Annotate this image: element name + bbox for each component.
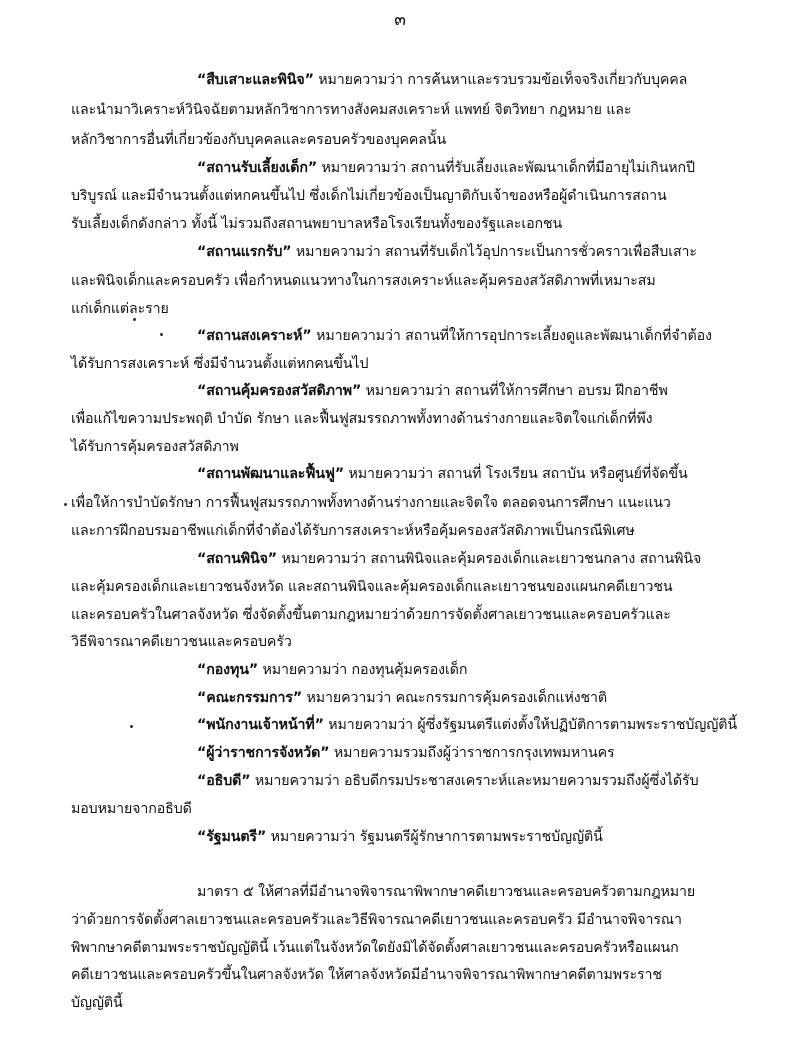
definition-text: หมายความว่า กองทุนคุ้มครองเด็ก <box>258 662 468 678</box>
text-line: บัญญัตินี้ <box>71 995 123 1011</box>
text-line: ว่าด้วยการจัดตั้งศาลเยาวชนและครอบครัวและวิธีพิจารณาคดีเยาวชนและครอบครัว มีอำนาจพิจารณา <box>71 912 682 928</box>
text-line: และการฝึกอบรมอาชีพแก่เด็กที่จำต้องได้รับการสงเคราะห์หรือคุ้มครองสวัสดิภาพเป็นกรณีพิเศษ <box>71 523 635 539</box>
scan-speck <box>64 503 67 506</box>
definition-text: หมายความว่า สถานที่ให้การอุปการะเลี้ยงดูและพัฒนาเด็กที่จำต้อง <box>311 328 712 344</box>
definition-text: หมายความว่า สถานที่รับเด็กไว้อุปการะเป็นการชั่วคราวเพื่อสืบเสาะ <box>291 244 697 260</box>
definition-text: หมายความว่า รัฐมนตรีผู้รักษาการตามพระราชบัญญัตินี้ <box>266 829 603 845</box>
definition-text: หมายความว่า คณะกรรมการคุ้มครองเด็กแห่งชาติ <box>302 690 608 706</box>
text-line: คดีเยาวชนและครอบครัวขึ้นในศาลจังหวัด ให้ศาลจังหวัดมีอำนาจพิจารณาพิพากษาคดีตามพระราช <box>71 967 662 983</box>
text-line: และนำมาวิเคราะห์วินิจฉัยตามหลักวิชาการทางสังคมสงเคราะห์ แพทย์ จิตวิทยา กฎหมาย และ <box>71 102 632 118</box>
defined-term: “ผู้ว่าราชการจังหวัด” <box>197 745 330 761</box>
definition-text: หมายความว่า สถานที่ให้การศึกษา อบรม ฝึกอาชีพ <box>361 383 668 399</box>
text-line: ได้รับการสงเคราะห์ ซึ่งมีจำนวนตั้งแต่หกคนขึ้นไป <box>71 356 369 372</box>
definition-text: หมายความรวมถึงผู้ว่าราชการกรุงเทพมหานคร <box>329 745 615 761</box>
text-line: วิธีพิจารณาคดีเยาวชนและครอบครัว <box>71 634 292 650</box>
defined-term: “สถานคุ้มครองสวัสดิภาพ” <box>197 383 362 399</box>
text-line: และคุ้มครองเด็กและเยาวชนจังหวัด และสถานพินิจและคุ้มครองเด็กและเยาวชนของแผนกคดีเยาวชน <box>71 579 673 595</box>
definition-text: หมายความว่า การค้นหาและรวบรวมข้อเท็จจริงเกี่ยวกับบุคคล <box>313 72 688 88</box>
text-line: รับเลี้ยงเด็กดังกล่าว ทั้งนี้ ไม่รวมถึงสถานพยาบาลหรือโรงเรียนทั้งของรัฐและเอกชน <box>71 216 563 232</box>
defined-term: “สถานพินิจ” <box>197 551 278 567</box>
text-line: มอบหมายจากอธิบดี <box>71 801 192 817</box>
text-line: ได้รับการคุ้มครองสวัสดิภาพ <box>71 439 239 455</box>
defined-term: “คณะกรรมการ” <box>197 690 303 706</box>
text-line <box>197 465 688 483</box>
text-line <box>197 716 737 734</box>
defined-term: “อธิบดี” <box>197 773 251 789</box>
defined-term: “สถานแรกรับ” <box>197 244 292 260</box>
scan-speck <box>130 725 133 728</box>
definition-text: หมายความว่า อธิบดีกรมประชาสงเคราะห์และหมายความรวมถึงผู้ซึ่งได้รับ <box>250 773 699 789</box>
text-line <box>197 243 697 261</box>
defined-term: “พนักงานเจ้าหน้าที่” <box>197 717 324 733</box>
text-line: และพินิจเด็กและครอบครัว เพื่อกำหนดแนวทางในการสงเคราะห์และคุ้มครองสวัสดิภาพที่เหมาะสม <box>71 273 656 289</box>
text-line: หลักวิชาการอื่นที่เกี่ยวข้องกับบุคคลและครอบครัวของบุคคลนั้น <box>71 132 447 148</box>
text-line: บริบูรณ์ และมีจำนวนตั้งแต่หกคนขึ้นไป ซึ่งเด็กไม่เกี่ยวข้องเป็นญาติกับเจ้าของหรือผู้ดำเนินการสถาน <box>71 188 667 204</box>
text-line: เพื่อแก้ไขความประพฤติ บำบัด รักษา และฟื้นฟูสมรรถภาพทั้งทางด้านร่างกายและจิตใจแก่เด็กที่พึง <box>71 411 653 427</box>
text-line <box>197 159 695 177</box>
text-line: เพื่อให้การบำบัดรักษา การฟื้นฟูสมรรถภาพทั้งทางด้านร่างกายและจิตใจ ตลอดจนการศึกษา แนะแนว <box>71 495 671 511</box>
text-line <box>197 382 668 400</box>
definition-text: หมายความว่า สถานที่รับเลี้ยงและพัฒนาเด็กที่มีอายุไม่เกินหกปี <box>317 160 695 176</box>
definition-text: หมายความว่า สถานพินิจและคุ้มครองเด็กและเยาวชนกลาง สถานพินิจ <box>277 551 702 567</box>
scan-speck <box>133 318 136 321</box>
defined-term: “สถานพัฒนาและฟื้นฟู” <box>197 466 345 482</box>
section-heading-line: มาตรา ๕ ให้ศาลที่มีอำนาจพิจารณาพิพากษาคดีเยาวชนและครอบครัวตามกฎหมาย <box>197 884 696 900</box>
text-line <box>197 550 701 568</box>
defined-term: “สถานรับเลี้ยงเด็ก” <box>197 160 318 176</box>
defined-term: “สืบเสาะและพินิจ” <box>197 72 314 88</box>
text-line <box>197 71 687 89</box>
defined-term: “รัฐมนตรี” <box>197 829 267 845</box>
text-line <box>197 689 607 707</box>
text-line <box>197 828 603 846</box>
defined-term: “กองทุน” <box>197 662 259 678</box>
text-line: และครอบครัวในศาลจังหวัด ซึ่งจัดตั้งขึ้นตามกฎหมายว่าด้วยการจัดตั้งศาลเยาวชนและครอบครัวและ <box>71 607 671 623</box>
scan-speck <box>160 333 163 336</box>
text-line <box>197 744 615 762</box>
page-number: ๓ <box>394 10 406 30</box>
text-line: พิพากษาคดีตามพระราชบัญญัตินี้ เว้นแต่ในจังหวัดใดยังมิได้จัดตั้งศาลเยาวชนและครอบครัวหรือแผนก <box>71 940 679 956</box>
text-line: แก่เด็กแต่ละราย <box>71 301 169 317</box>
text-line <box>197 661 467 679</box>
definition-text: หมายความว่า สถานที่ โรงเรียน สถาบัน หรือศูนย์ที่จัดขึ้น <box>344 466 688 482</box>
text-line <box>197 772 698 790</box>
text-line <box>197 327 712 345</box>
defined-term: “สถานสงเคราะห์” <box>197 328 312 344</box>
definition-text: หมายความว่า ผู้ซึ่งรัฐมนตรีแต่งตั้งให้ปฏิบัติการตามพระราชบัญญัตินี้ <box>323 717 737 733</box>
